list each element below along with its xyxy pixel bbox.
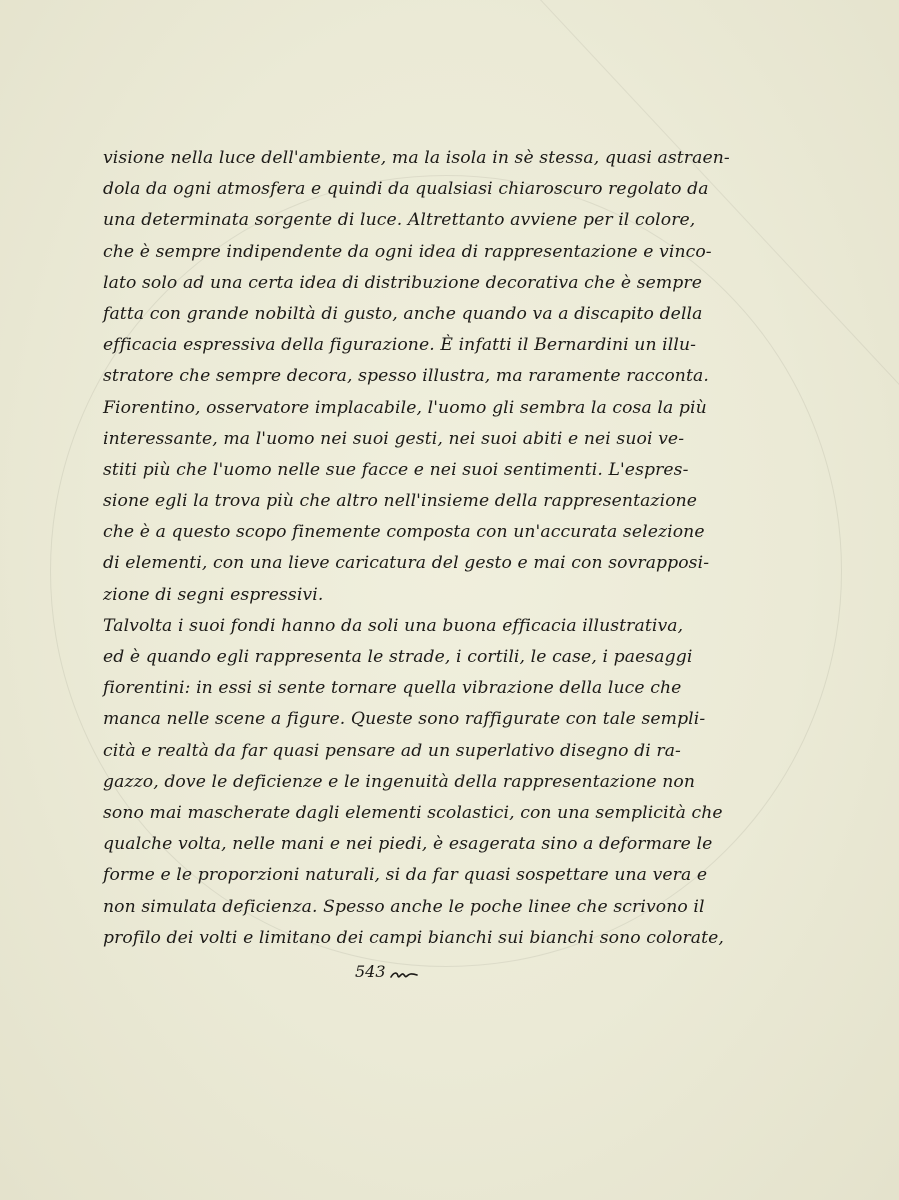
text-line: che è sempre indipendente da ogni idea di rappresentazione e vinco- (103, 241, 712, 262)
text-line: stratore che sempre decora, spesso illustra, ma raramente racconta. (103, 366, 709, 387)
text-line: sione egli la trova più che altro nell'insieme della rappresentazione (103, 491, 698, 512)
text-line: fiorentini: in essi si sente tornare quella vibrazione della luce che (103, 678, 682, 699)
text-line: Talvolta i suoi fondi hanno da soli una buona efficacia illustrativa, (103, 615, 684, 636)
text-line: qualche volta, nelle mani e nei piedi, è esagerata sino a deformare le (103, 834, 713, 855)
text-line: non simulata deficienza. Spesso anche le poche linee che scrivono il (103, 896, 705, 917)
text-line: ed è quando egli rappresenta le strade, i cortili, le case, i paesaggi (103, 647, 693, 667)
text-line: visione nella luce dell'ambiente, ma la isola in sè stessa, quasi astraen- (103, 148, 730, 168)
text-line: efficacia espressiva della figurazione. È infatti il Bernardini un illu- (103, 335, 697, 356)
text-line: profilo dei volti e limitano dei campi bianchi sui bianchi sono colorate, (103, 927, 724, 948)
text-line: una determinata sorgente di luce. Altrettanto avviene per il colore, (103, 210, 696, 231)
text-line: sono mai mascherate dagli elementi scolastici, con una semplicità che (103, 802, 723, 823)
text-line: fatta con grande nobiltà di gusto, anche quando va a discapito della (103, 303, 703, 324)
text-line: manca nelle scene a figure. Queste sono raffigurate con tale sempli- (103, 709, 706, 730)
text-line: cità e realtà da far quasi pensare ad un superlativo disegno di ra- (103, 740, 681, 761)
text-line: lato solo ad una certa idea di distribuzione decorativa che è sempre (103, 272, 702, 293)
flourish-icon (390, 966, 418, 978)
text-line: stiti più che l'uomo nelle sue facce e nei suoi sentimenti. L'espres- (103, 459, 689, 480)
page-number-text: 543 (355, 962, 386, 981)
text-line: che è a questo scopo finemente composta con un'accurata selezione (103, 522, 705, 543)
text-line-paragraph-end: zione di segni espressivi. (103, 584, 324, 605)
page-number (355, 962, 418, 981)
text-line: forme e le proporzioni naturali, si da far quasi sospettare una vera e (103, 865, 708, 886)
body-text (103, 143, 730, 954)
text-line: gazzo, dove le deficienze e le ingenuità della rappresentazione non (103, 771, 696, 792)
text-line: di elementi, con una lieve caricatura del gesto e mai con sovrapposi- (103, 553, 710, 574)
text-line: Fiorentino, osservatore implacabile, l'uomo gli sembra la cosa la più (103, 397, 707, 418)
text-line: interessante, ma l'uomo nei suoi gesti, nei suoi abiti e nei suoi ve- (103, 428, 685, 449)
text-line: dola da ogni atmosfera e quindi da qualsiasi chiaroscuro regolato da (103, 179, 709, 200)
